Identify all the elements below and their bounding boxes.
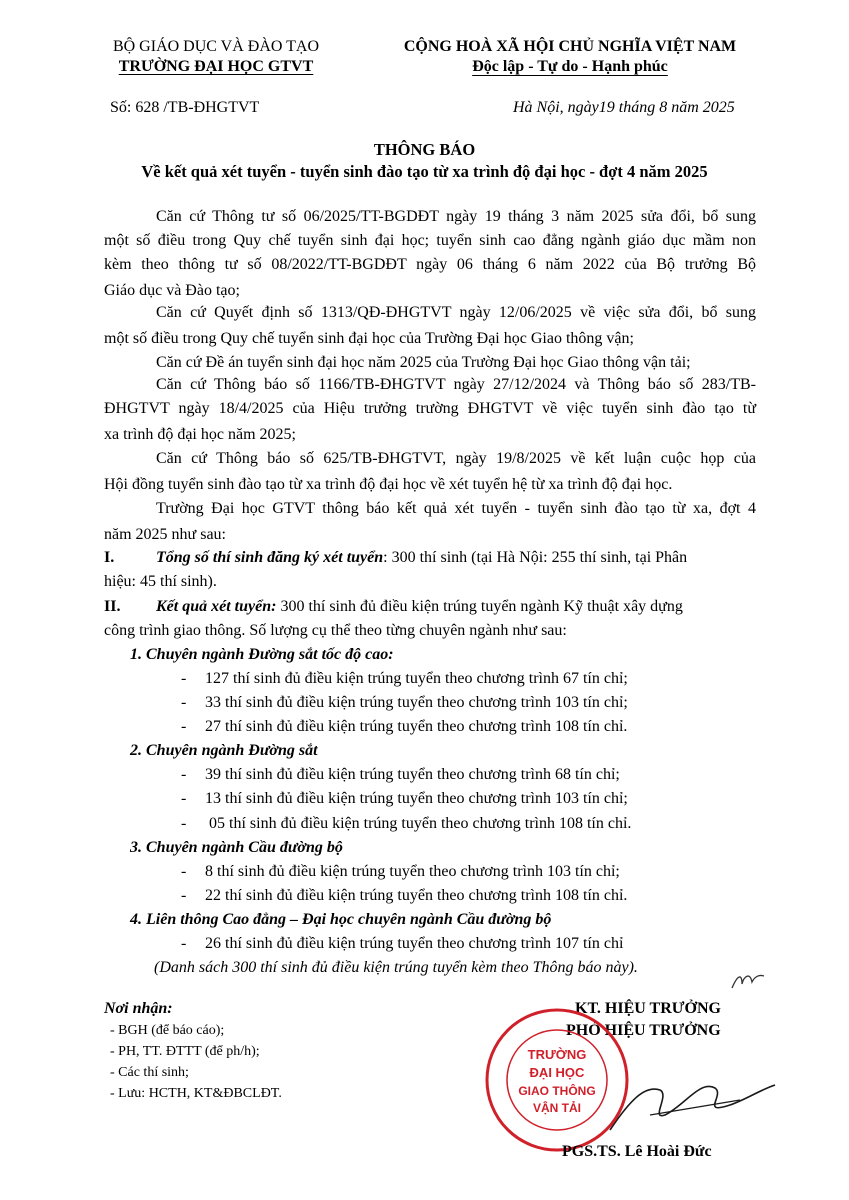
- country-name: CỘNG HOÀ XÃ HỘI CHỦ NGHĨA VIỆT NAM: [403, 38, 737, 55]
- major-2-item-1: 39 thí sinh đủ điều kiện trúng tuyển theo chương trình 68 tín chỉ;: [205, 766, 620, 783]
- document-subtitle: Về kết quả xét tuyển - tuyển sinh đào tạo từ xa trình độ đại học - đợt 4 năm 2025: [141, 162, 708, 181]
- major-1-item-1: 127 thí sinh đủ điều kiện trúng tuyển theo chương trình 67 tín chỉ;: [205, 670, 628, 687]
- basis-5-line-2: Hội đồng tuyển sinh đào tạo từ xa trình độ đại học về xét tuyển hệ từ xa trình độ đại học.: [104, 476, 673, 493]
- basis-4-line-2: ĐHGTVT ngày 18/4/2025 của Hiệu trưởng trường ĐHGTVT về việc tuyển sinh đào tạo từ: [104, 400, 756, 417]
- section-2-number: II.: [104, 598, 121, 615]
- major-4-heading: 4. Liên thông Cao đẳng – Đại học chuyên ngành Cầu đường bộ: [130, 911, 552, 928]
- basis-2-line-1: Căn cứ Quyết định số 1313/QĐ-ĐHGTVT ngày 12/06/2025 về việc sửa đổi, bổ sung: [156, 304, 756, 321]
- school-name-text: TRƯỜNG ĐẠI HỌC GTVT: [118, 58, 314, 75]
- major-1-item-2: 33 thí sinh đủ điều kiện trúng tuyển theo chương trình 103 tín chỉ;: [205, 694, 628, 711]
- section-1-line-1: [156, 547, 687, 569]
- major-3-heading: 3. Chuyên ngành Cầu đường bộ: [130, 839, 343, 856]
- section-2-line-1: [156, 596, 683, 618]
- section-1-text: : 300 thí sinh (tại Hà Nội: 255 thí sinh, tại Phân: [383, 549, 688, 566]
- document-title: THÔNG BÁO: [373, 140, 476, 159]
- initials-mark: [728, 966, 768, 996]
- bullet-dash: -: [181, 694, 187, 711]
- announce-line-1: Trường Đại học GTVT thông báo kết quả xét tuyển - tuyển sinh đào tạo từ xa, đợt 4: [156, 500, 756, 517]
- school-name: [98, 58, 334, 76]
- recipient-item: - BGH (để báo cáo);: [110, 1023, 225, 1038]
- announce-line-2: năm 2025 như sau:: [104, 526, 226, 543]
- seal-line-1: TRƯỜNG: [527, 1047, 587, 1062]
- major-4-item-1: 26 thí sinh đủ điều kiện trúng tuyển theo chương trình 107 tín chỉ: [205, 935, 624, 952]
- basis-1-line-2: một số điều trong Quy chế tuyển sinh đại học; tuyển sinh cao đẳng ngành giáo dục mầm non: [104, 232, 756, 249]
- basis-1-line-4: Giáo dục và Đào tạo;: [104, 282, 240, 299]
- bullet-dash: -: [181, 863, 187, 880]
- section-2-label: Kết quả xét tuyển:: [156, 598, 277, 615]
- list-note: (Danh sách 300 thí sinh đủ điều kiện trúng tuyển kèm theo Thông báo này).: [154, 959, 638, 976]
- major-2-heading: 2. Chuyên ngành Đường sắt: [130, 742, 318, 759]
- document-number: Số: 628 /TB-ĐHGTVT: [110, 99, 260, 116]
- ministry-name: BỘ GIÁO DỤC VÀ ĐÀO TẠO: [112, 38, 320, 55]
- major-1-heading: 1. Chuyên ngành Đường sắt tốc độ cao:: [130, 646, 394, 663]
- motto-text: Độc lập - Tự do - Hạnh phúc: [472, 58, 668, 75]
- bullet-dash: -: [181, 790, 187, 807]
- bullet-dash: -: [181, 935, 187, 952]
- basis-3: Căn cứ Đề án tuyển sinh đại học năm 2025 của Trường Đại học Giao thông vận tải;: [156, 354, 691, 371]
- major-1-item-3: 27 thí sinh đủ điều kiện trúng tuyển theo chương trình 108 tín chỉ.: [205, 718, 628, 735]
- official-seal: [482, 1005, 632, 1155]
- seal-line-4: VẬN TẢI: [533, 1101, 581, 1115]
- signature-title-2: PHÓ HIỆU TRƯỞNG: [566, 1022, 721, 1039]
- major-3-item-1: 8 thí sinh đủ điều kiện trúng tuyển theo chương trình 103 tín chỉ;: [205, 863, 620, 880]
- bullet-dash: -: [181, 718, 187, 735]
- basis-5-line-1: Căn cứ Thông báo số 625/TB-ĐHGTVT, ngày 19/8/2025 về kết luận cuộc họp của: [156, 450, 756, 467]
- bullet-dash: -: [181, 766, 187, 783]
- major-2-item-2: 13 thí sinh đủ điều kiện trúng tuyển theo chương trình 103 tín chỉ;: [205, 790, 628, 807]
- major-2-item-3: 05 thí sinh đủ điều kiện trúng tuyển theo chương trình 108 tín chỉ.: [205, 815, 632, 832]
- bullet-dash: -: [181, 815, 187, 832]
- major-3-item-2: 22 thí sinh đủ điều kiện trúng tuyển theo chương trình 108 tín chỉ.: [205, 887, 628, 904]
- signature-title-1: KT. HIỆU TRƯỞNG: [575, 1000, 721, 1017]
- place-date: Hà Nội, ngày19 tháng 8 năm 2025: [513, 99, 735, 116]
- recipient-item: - PH, TT. ĐTTT (để ph/h);: [110, 1044, 260, 1059]
- basis-4-line-1: Căn cứ Thông báo số 1166/TB-ĐHGTVT ngày 27/12/2024 và Thông báo số 283/TB-: [156, 376, 756, 393]
- seal-line-3: GIAO THÔNG: [518, 1084, 596, 1098]
- basis-1-line-3: kèm theo thông tư số 08/2022/TT-BGDĐT ngày 06 tháng 6 năm 2022 của Bộ trưởng Bộ: [104, 256, 756, 273]
- basis-2-line-2: một số điều trong Quy chế tuyển sinh đại học của Trường Đại học Giao thông vận;: [104, 330, 634, 347]
- section-1-label: Tổng số thí sinh đăng ký xét tuyển: [156, 549, 384, 566]
- recipient-item: - Các thí sinh;: [110, 1065, 189, 1080]
- motto: [380, 58, 760, 76]
- basis-4-line-3: xa trình độ đại học năm 2025;: [104, 426, 296, 443]
- section-2-line-2: công trình giao thông. Số lượng cụ thể theo từng chuyên ngành như sau:: [104, 622, 567, 639]
- seal-line-2: ĐẠI HỌC: [529, 1065, 585, 1080]
- recipient-item: - Lưu: HCTH, KT&ĐBCLĐT.: [110, 1086, 282, 1101]
- signer-name: PGS.TS. Lê Hoài Đức: [562, 1143, 712, 1160]
- section-1-line-2: hiệu: 45 thí sinh).: [104, 573, 217, 590]
- bullet-dash: -: [181, 670, 187, 687]
- section-2-text: 300 thí sinh đủ điều kiện trúng tuyển ngành Kỹ thuật xây dựng: [276, 598, 683, 615]
- bullet-dash: -: [181, 887, 187, 904]
- section-1-number: I.: [104, 549, 115, 566]
- basis-1-line-1: Căn cứ Thông tư số 06/2025/TT-BGDĐT ngày 19 tháng 3 năm 2025 sửa đổi, bổ sung: [156, 208, 756, 225]
- recipients-title: Nơi nhận:: [104, 1000, 173, 1017]
